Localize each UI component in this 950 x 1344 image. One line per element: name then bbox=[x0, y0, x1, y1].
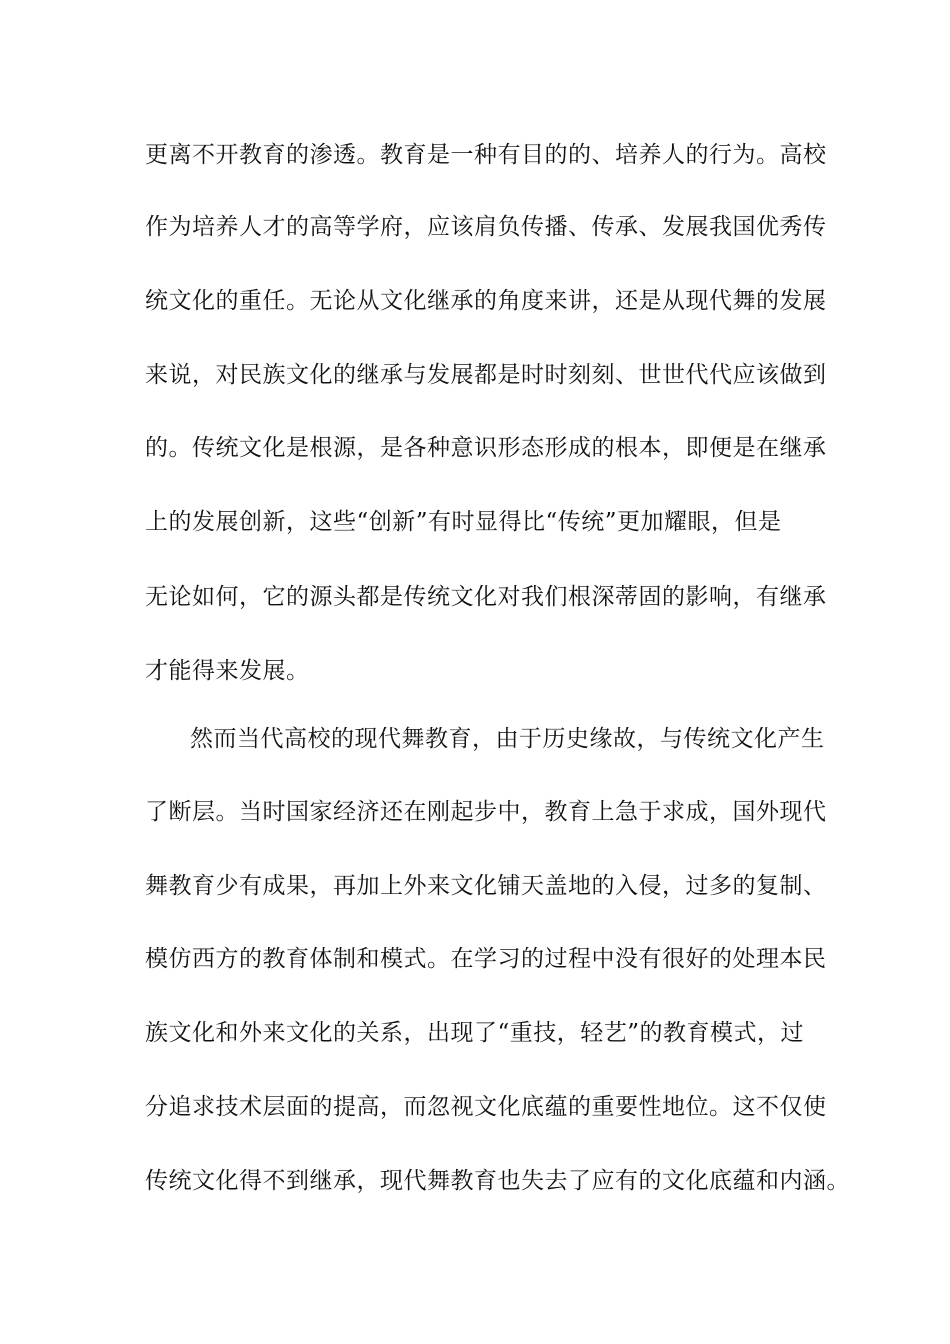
text-line: 的。传统文化是根源，是各种意识形态形成的根本，即便是在继承 bbox=[145, 435, 827, 461]
text-line: 才能得来发展。 bbox=[145, 658, 310, 684]
text-line: 统文化的重任。无论从文化继承的角度来讲，还是从现代舞的发展 bbox=[145, 288, 827, 314]
text-line: 模仿西方的教育体制和模式。在学习的过程中没有很好的处理本民 bbox=[145, 946, 827, 972]
text-line: 舞教育少有成果，再加上外来文化铺天盖地的入侵，过多的复制、 bbox=[145, 873, 827, 899]
text-line: 来说，对民族文化的继承与发展都是时时刻刻、世世代代应该做到 bbox=[145, 362, 827, 388]
text-line: 分追求技术层面的提高，而忽视文化底蕴的重要性地位。这不仅使 bbox=[145, 1094, 827, 1120]
text-line: 作为培养人才的高等学府，应该肩负传播、传承、发展我国优秀传 bbox=[145, 214, 827, 240]
text-line: 了断层。当时国家经济还在刚起步中，教育上急于求成，国外现代 bbox=[145, 799, 827, 825]
text-line: 无论如何，它的源头都是传统文化对我们根深蒂固的影响，有继承 bbox=[145, 584, 827, 610]
text-line: 上的发展创新，这些“创新”有时显得比“传统”更加耀眼，但是 bbox=[145, 509, 782, 535]
paragraph-first-line: 然而当代高校的现代舞教育，由于历史缘故，与传统文化产生 bbox=[190, 726, 825, 752]
text-line: 传统文化得不到继承，现代舞教育也失去了应有的文化底蕴和内涵。 bbox=[145, 1168, 850, 1194]
text-line: 更离不开教育的渗透。教育是一种有目的的、培养人的行为。高校 bbox=[145, 142, 827, 168]
text-line: 族文化和外来文化的关系，出现了“重技，轻艺”的教育模式，过 bbox=[145, 1020, 805, 1046]
